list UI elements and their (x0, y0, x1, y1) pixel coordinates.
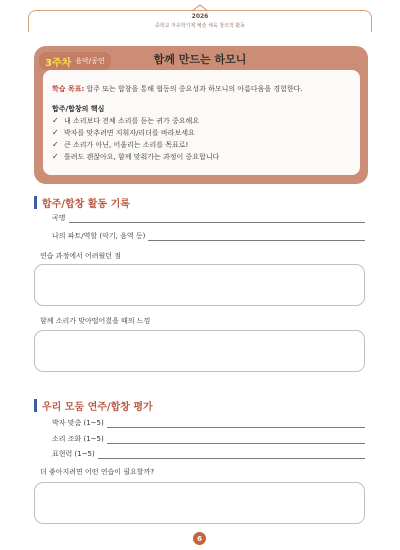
difficulty-answer-box[interactable] (34, 264, 365, 306)
core-title: 합주/합창의 핵심 (52, 105, 105, 113)
part-input-line[interactable] (148, 233, 365, 241)
core-item-text: 큰 소리가 아닌, 어울리는 소리를 목표로! (64, 141, 189, 149)
balance-label: 소리 조화 (1~5) (52, 435, 104, 443)
core-item (52, 127, 219, 139)
lesson-title: 함께 만드는 하모니 (153, 53, 247, 66)
evaluation-section-heading (34, 398, 153, 412)
expression-field[interactable] (52, 449, 365, 459)
evaluation-section-title: 우리 모둠 연주/합창 평가 (42, 401, 153, 413)
expression-input-line[interactable] (98, 451, 365, 459)
part-label: 나의 파트/역할 (악기, 음역 등) (52, 232, 146, 240)
check-icon: ✓ (52, 140, 59, 149)
rhythm-field[interactable] (52, 418, 365, 428)
core-item-text: 틀려도 괜찮아요, 함께 맞춰가는 과정이 중요합니다 (64, 153, 220, 161)
expression-label: 표현력 (1~5) (52, 450, 95, 458)
core-item (52, 139, 219, 151)
week-number: 3주차 (45, 57, 72, 69)
record-section-heading (34, 195, 130, 209)
rhythm-label: 박자 맞춤 (1~5) (52, 419, 104, 427)
check-icon: ✓ (52, 116, 59, 125)
header-year: 2026 (191, 13, 209, 20)
improve-label: 더 좋아지려면 어떤 연습이 필요할까? (40, 468, 155, 476)
record-section-title: 합주/합창 활동 기록 (42, 198, 130, 210)
section-bar (34, 196, 37, 209)
page-number: 6 (193, 532, 206, 545)
house-roof-icon (191, 4, 209, 12)
section-bar (34, 399, 37, 412)
week-category: 음악/공연 (75, 57, 105, 65)
header-subtitle: 중학교 자유학기제 예술 체육 창의적 활동 (154, 23, 246, 29)
core-item (52, 115, 219, 127)
difficulty-label: 연습 과정에서 어려웠던 점 (40, 252, 122, 260)
goal-label: 학습 목표: (52, 85, 85, 93)
song-input-line[interactable] (69, 215, 365, 223)
check-icon: ✓ (52, 152, 59, 161)
improve-answer-box[interactable] (34, 482, 365, 524)
rhythm-input-line[interactable] (107, 420, 365, 428)
core-list (52, 115, 219, 163)
check-icon: ✓ (52, 128, 59, 137)
balance-field[interactable] (52, 434, 365, 444)
core-item-text: 내 소리보다 전체 소리를 듣는 귀가 중요해요 (64, 117, 200, 125)
balance-input-line[interactable] (107, 436, 365, 444)
song-field[interactable] (52, 213, 365, 223)
part-field[interactable] (52, 231, 365, 241)
song-label: 곡명 (52, 214, 66, 222)
learning-goal (52, 84, 352, 94)
goal-text: 합주 또는 합창을 통해 협동의 중요성과 하모니의 아름다움을 경험한다. (84, 85, 303, 93)
harmony-label: 함께 소리가 맞아떨어졌을 때의 느낌 (40, 317, 151, 325)
harmony-answer-box[interactable] (34, 330, 365, 372)
core-item (52, 151, 219, 163)
core-item-text: 박자를 맞추려면 지휘자/리더를 바라보세요 (64, 129, 195, 137)
